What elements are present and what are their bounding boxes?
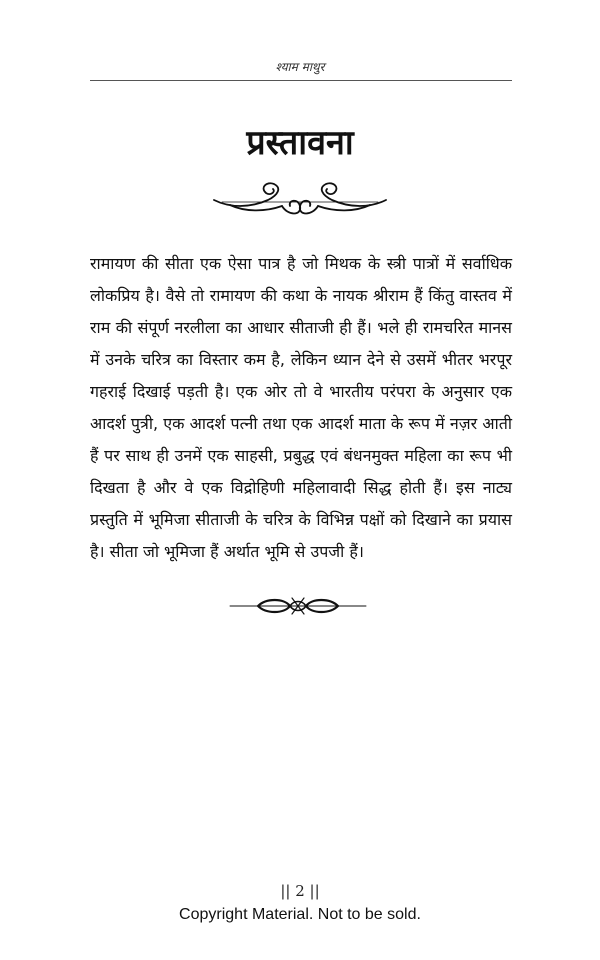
running-header-author: श्याम माथुर: [275, 60, 325, 74]
copyright-notice: Copyright Material. Not to be sold.: [179, 906, 421, 923]
scroll-flourish-icon: [210, 178, 390, 220]
body-paragraph: रामायण की सीता एक ऐसा पात्र है जो मिथक के स्त्री पात्रों में सर्वाधिक लोकप्रिय है। वैसे तो रामायण की कथा के नायक श्रीराम हैं किंतु वास्तव में राम की संपूर्ण नरलीला का आधार सीताजी ही हैं। भले ही रामचरित मानस में उनके चरित्र का विस्तार कम है, लेकिन ध्यान देने से उसमें भीतर भरपूर गहराई दिखाई पड़ती है। एक ओर तो वे भारतीय परंपरा के अनुसार एक आदर्श पुत्री, एक आदर्श पत्नी तथा एक आदर्श माता के रूप में नज़र आती हैं पर साथ ही उनमें एक साहसी, प्रबुद्ध एवं बंधनमुक्त महिला का रूप भी दिखता है और वे एक विद्रोहिणी महिलावादी सिद्ध होती हैं। इस नाट्य प्रस्तुति में भूमिजा सीताजी के चरित्र के विभिन्न पक्षों को दिखाने का प्रयास है। सीता जो भूमिजा हैं अर्थात भूमि से उपजी हैं।: [90, 254, 512, 561]
page-title: प्रस्तावना: [246, 123, 354, 163]
flourish-divider-icon: [228, 594, 368, 618]
page-number: || 2 ||: [280, 882, 320, 900]
header-rule: [90, 80, 512, 81]
